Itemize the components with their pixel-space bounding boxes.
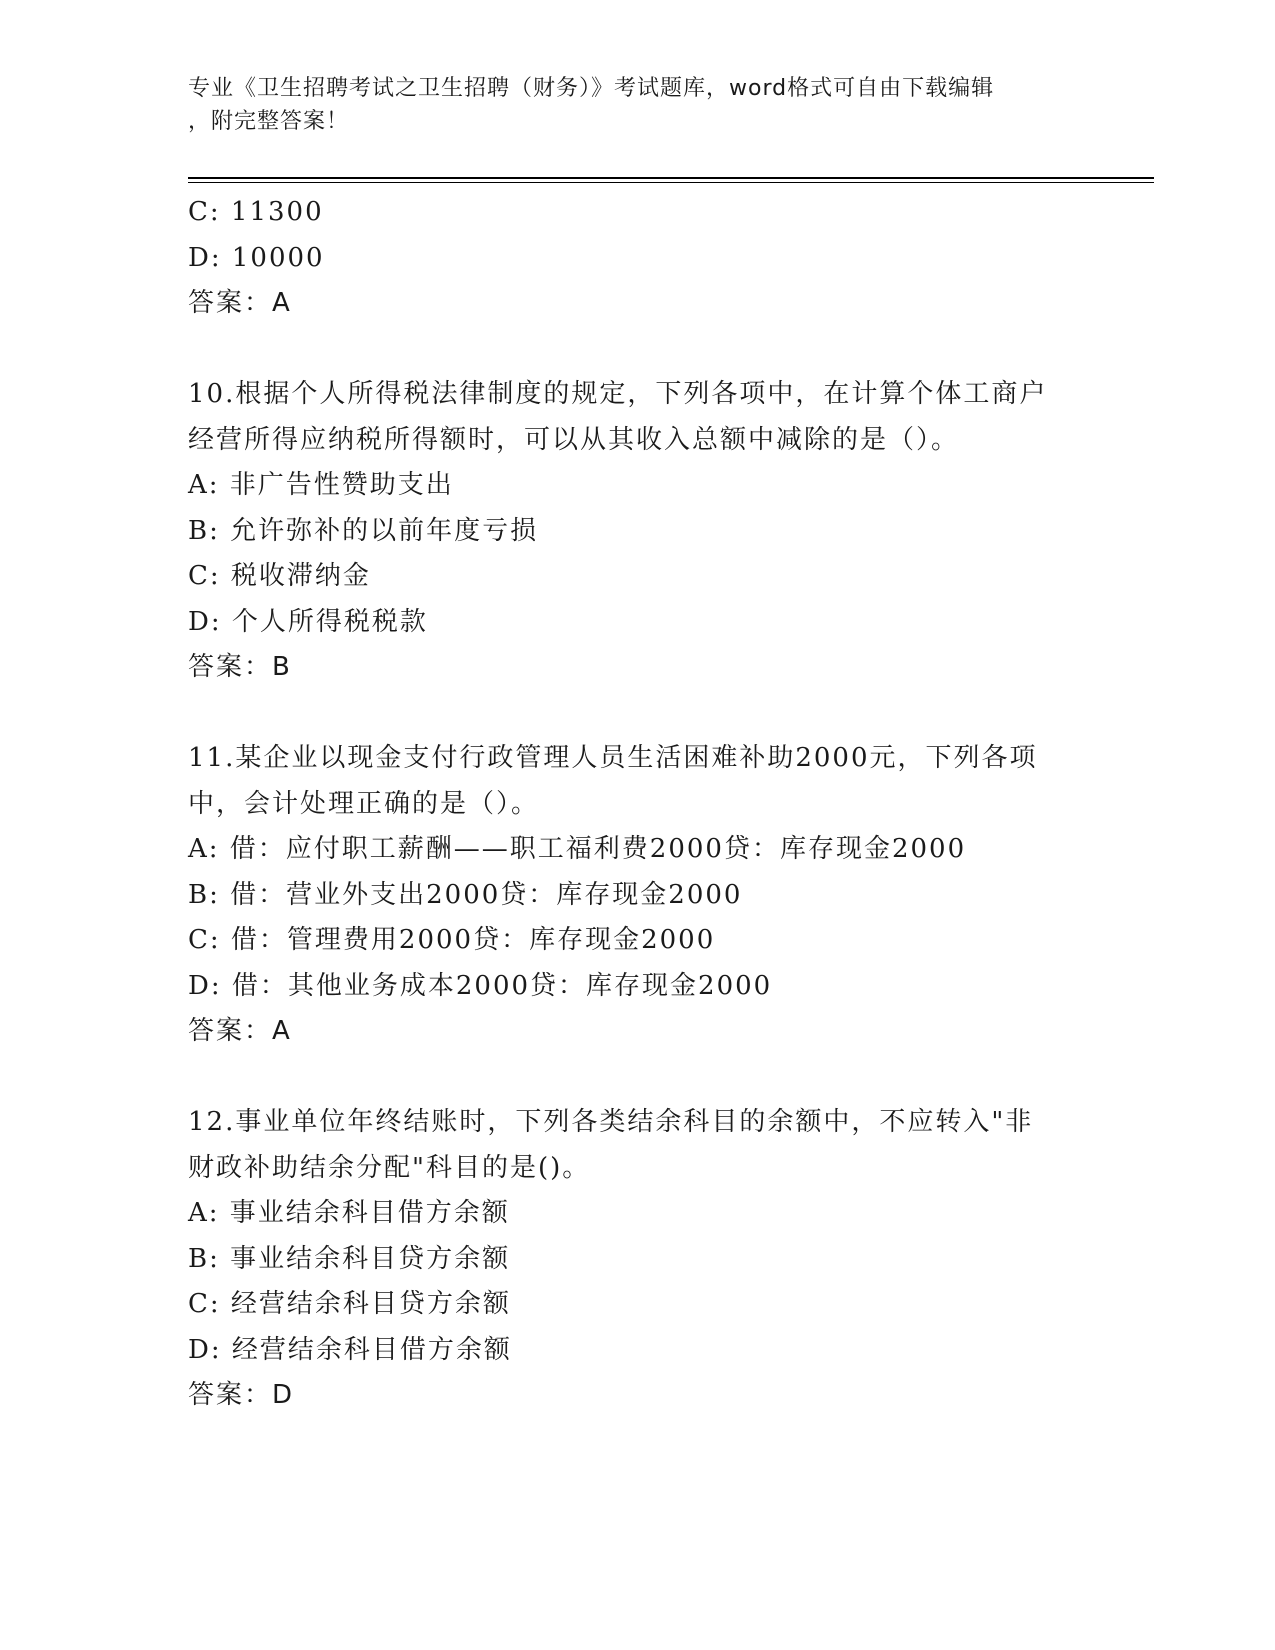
option-c: C: 11300 bbox=[188, 197, 324, 227]
header-line-2: ，附完整答案！ bbox=[188, 109, 350, 134]
header-line-1: 专业《卫生招聘考试之卫生招聘（财务）》考试题库，word格式可自由下载编辑 bbox=[188, 76, 995, 101]
option-d: D: 个人所得税税款 bbox=[188, 606, 428, 637]
option-a: A: 非广告性赞助支出 bbox=[188, 470, 454, 500]
question-stem-line: 财政补助结余分配"科目的是()。 bbox=[188, 1152, 591, 1183]
answer-line: 答案：A bbox=[188, 1016, 292, 1046]
option-a: A: 借：应付职工薪酬——职工福利费2000贷：库存现金2000 bbox=[188, 834, 967, 864]
question-stem-line: 11.某企业以现金支付行政管理人员生活困难补助2000元，下列各项 bbox=[188, 743, 1038, 773]
spacer bbox=[188, 327, 1088, 373]
question-list bbox=[188, 190, 1088, 1419]
question-stem-line: 经营所得应纳税所得额时，可以从其收入总额中减除的是（）。 bbox=[188, 424, 960, 455]
option-b: B: 事业结余科目贷方余额 bbox=[188, 1243, 511, 1274]
option-c: C: 经营结余科目贷方余额 bbox=[188, 1289, 511, 1319]
question-stem-line: 10.根据个人所得税法律制度的规定，下列各项中，在计算个体工商户 bbox=[188, 379, 1048, 409]
answer-line: 答案：D bbox=[188, 1380, 295, 1410]
header-divider-thick bbox=[188, 177, 1154, 179]
question-stem-line: 12.事业单位年终结账时，下列各类结余科目的余额中，不应转入"非 bbox=[188, 1107, 1034, 1137]
answer-line: 答案：A bbox=[188, 288, 292, 318]
question-11 bbox=[188, 736, 1088, 1055]
option-d: D: 借：其他业务成本2000贷：库存现金2000 bbox=[188, 970, 773, 1001]
option-c: C: 借：管理费用2000贷：库存现金2000 bbox=[188, 925, 716, 955]
option-b: B: 允许弥补的以前年度亏损 bbox=[188, 515, 539, 546]
option-d: D: 10000 bbox=[188, 242, 325, 273]
page-header bbox=[188, 72, 1078, 138]
spacer bbox=[188, 691, 1088, 737]
option-b: B: 借：营业外支出2000贷：库存现金2000 bbox=[188, 879, 743, 910]
answer-line: 答案：B bbox=[188, 652, 292, 682]
question-stem-line: 中，会计处理正确的是（）。 bbox=[188, 788, 540, 819]
option-c: C: 税收滞纳金 bbox=[188, 561, 371, 591]
option-d: D: 经营结余科目借方余额 bbox=[188, 1334, 512, 1365]
question-9-tail bbox=[188, 190, 1088, 327]
question-10 bbox=[188, 372, 1088, 691]
question-12 bbox=[188, 1100, 1088, 1419]
header-divider-thin bbox=[188, 182, 1154, 183]
option-a: A: 事业结余科目借方余额 bbox=[188, 1198, 510, 1228]
spacer bbox=[188, 1055, 1088, 1101]
